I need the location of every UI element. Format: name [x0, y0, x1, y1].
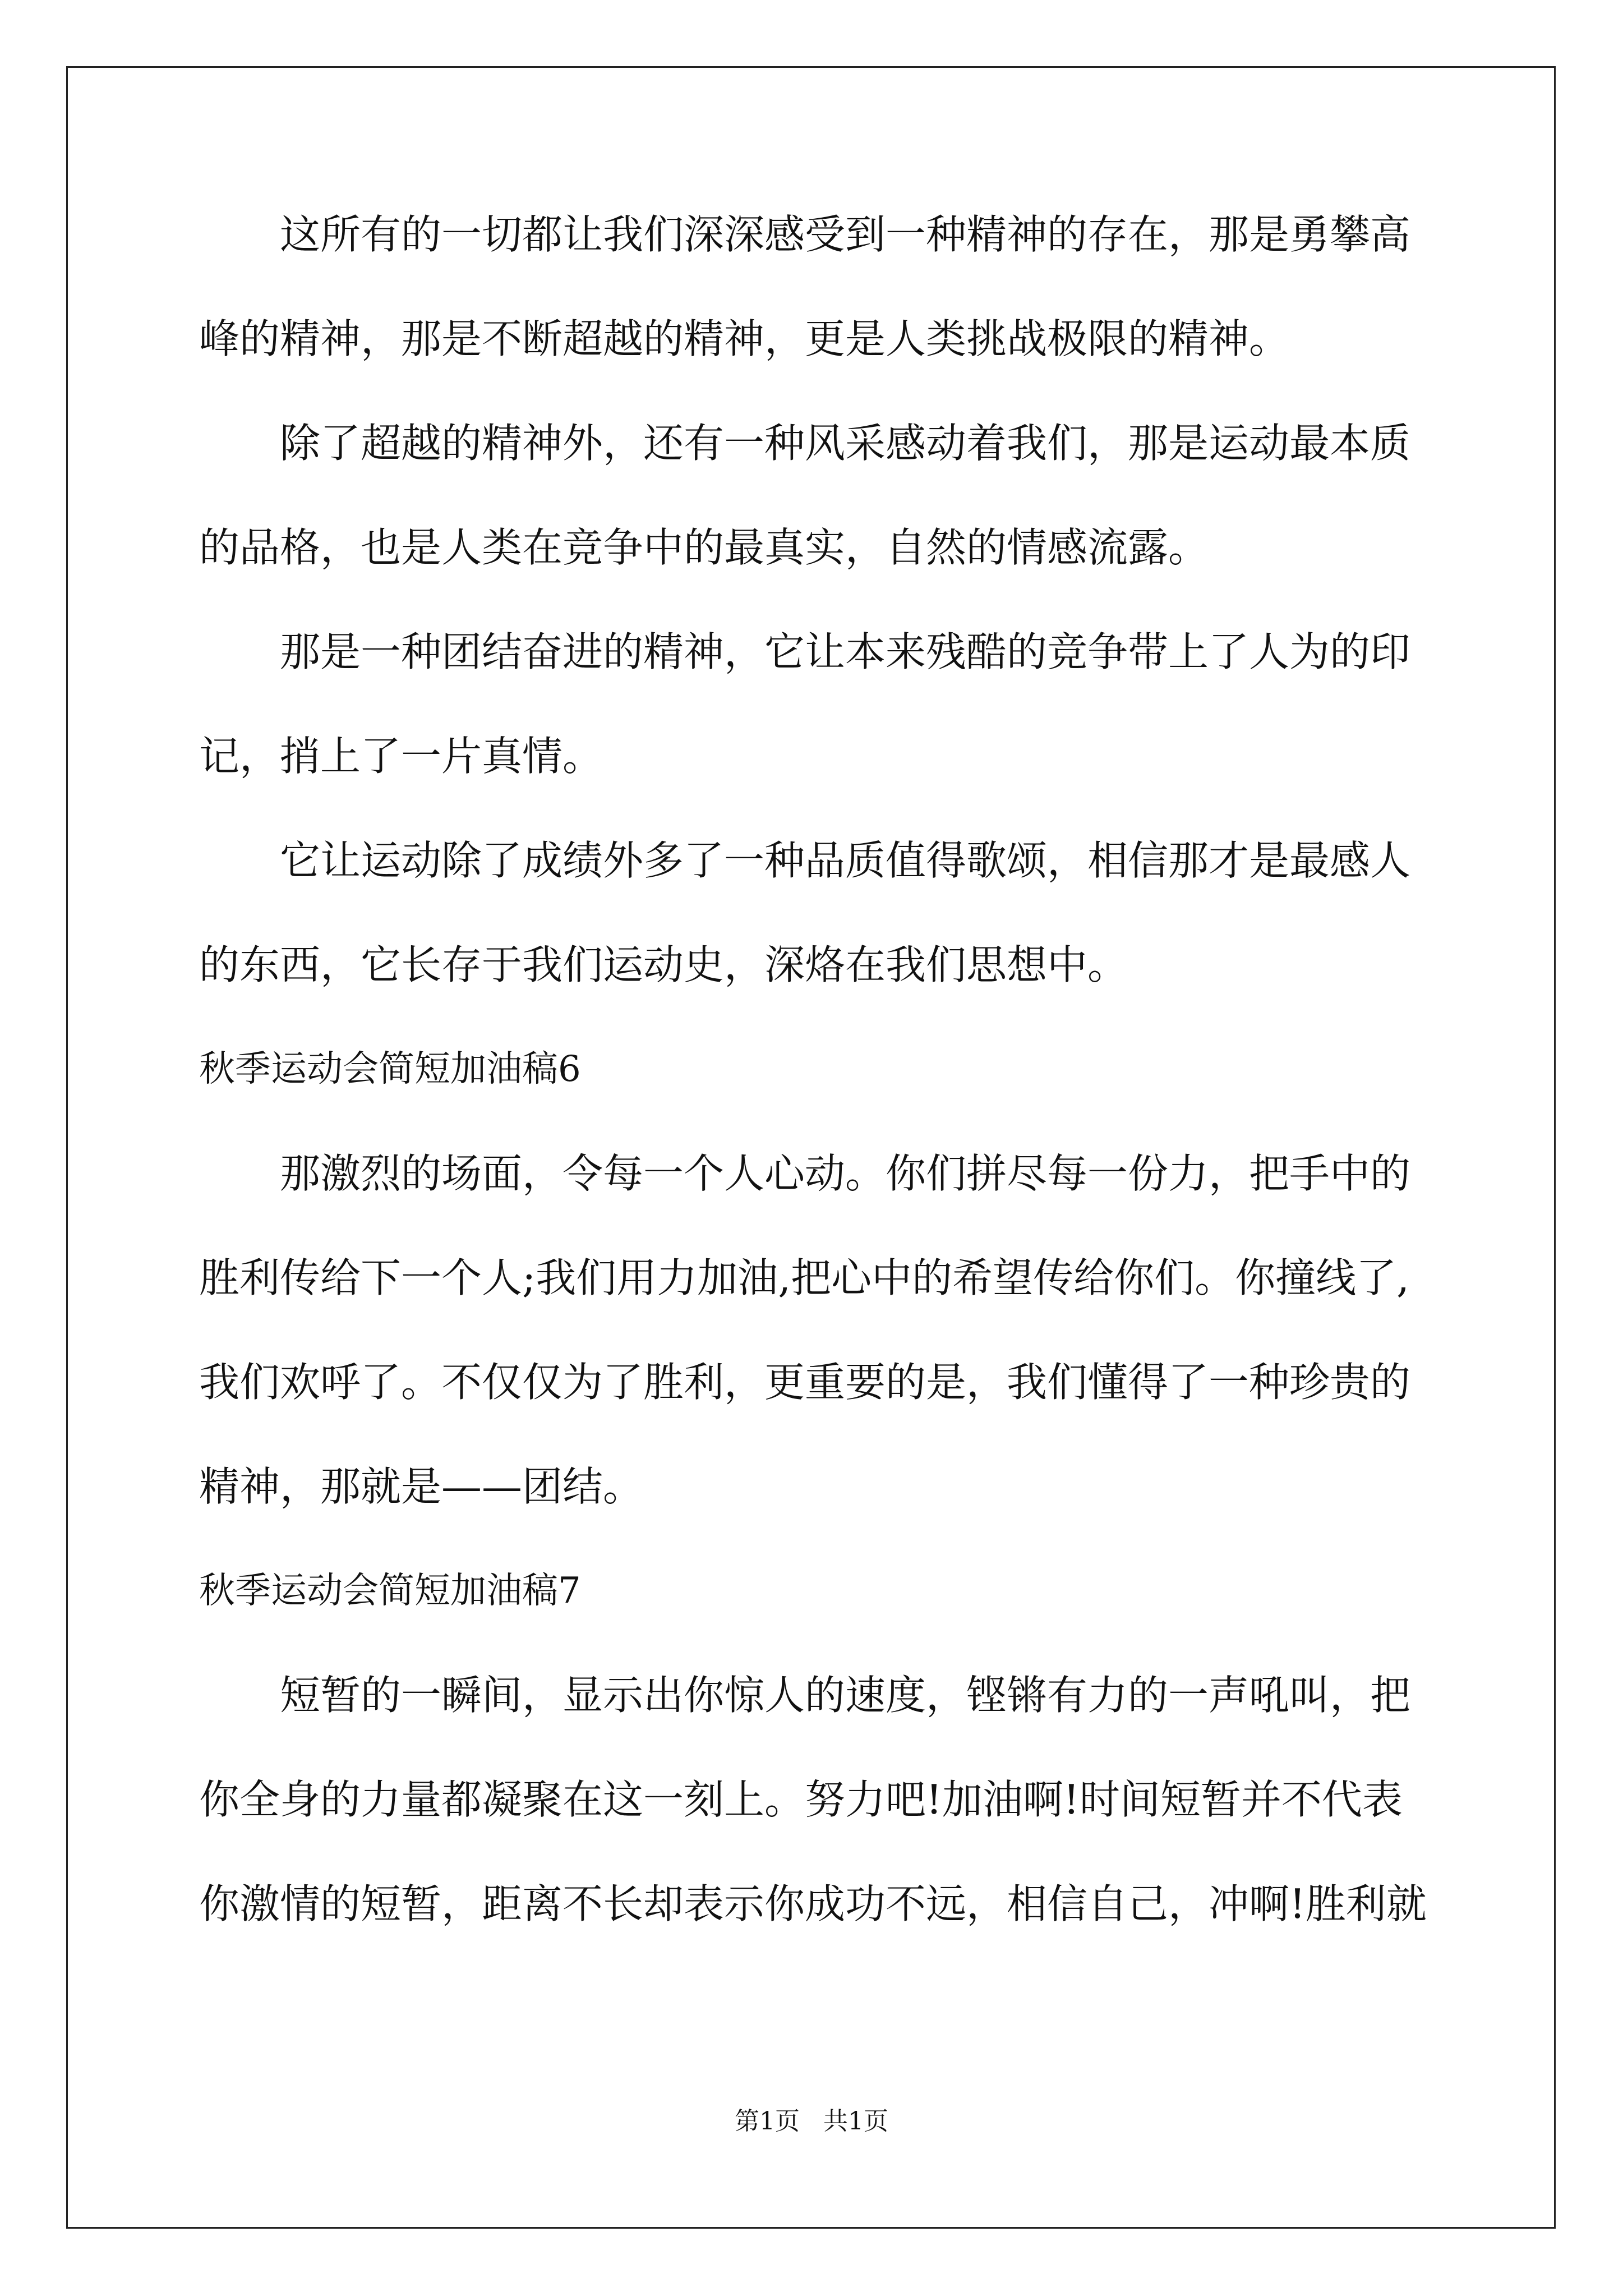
paragraph-line: 除了超越的精神外，还有一种风采感动着我们，那是运动最本质 — [280, 420, 1411, 467]
paragraph-line: 的品格，也是人类在竞争中的最真实，自然的情感流露。 — [199, 524, 1209, 571]
paragraph-line: 我们欢呼了。不仅仅为了胜利，更重要的是，我们懂得了一种珍贵的 — [199, 1359, 1411, 1406]
paragraph-line: 短暂的一瞬间，显示出你惊人的速度，铿锵有力的一声吼叫，把 — [280, 1672, 1411, 1719]
paragraph-line: 胜利传给下一个人;我们用力加油,把心中的希望传给你们。你撞线了, — [199, 1254, 1410, 1301]
paragraph-line: 那是一种团结奋进的精神，它让本来残酷的竞争带上了人为的印 — [280, 628, 1411, 675]
paragraph-line: 你激情的短暂，距离不长却表示你成功不远，相信自己，冲啊!胜利就 — [199, 1880, 1427, 1927]
paragraph-line: 峰的精神，那是不断超越的精神，更是人类挑战极限的精神。 — [199, 315, 1290, 362]
paragraph-line: 记，捎上了一片真情。 — [199, 733, 603, 780]
paragraph-line: 你全身的力量都凝聚在这一刻上。努力吧!加油啊!时间短暂并不代表 — [199, 1776, 1403, 1823]
paragraph-line: 它让运动除了成绩外多了一种品质值得歌颂，相信那才是最感人 — [280, 837, 1411, 884]
paragraph-line: 精神，那就是——团结。 — [199, 1463, 644, 1510]
page-footer: 第1页 共1页 — [735, 2107, 888, 2136]
paragraph-line: 这所有的一切都让我们深深感受到一种精神的存在，那是勇攀高 — [280, 211, 1411, 258]
paragraph-line: 的东西，它长存于我们运动史，深烙在我们思想中。 — [199, 941, 1128, 988]
paragraph-line: 那激烈的场面，令每一个人心动。你们拼尽每一份力，把手中的 — [280, 1150, 1411, 1197]
section-heading: 秋季运动会简短加油稿6 — [199, 1048, 581, 1090]
section-heading: 秋季运动会简短加油稿7 — [199, 1570, 581, 1612]
